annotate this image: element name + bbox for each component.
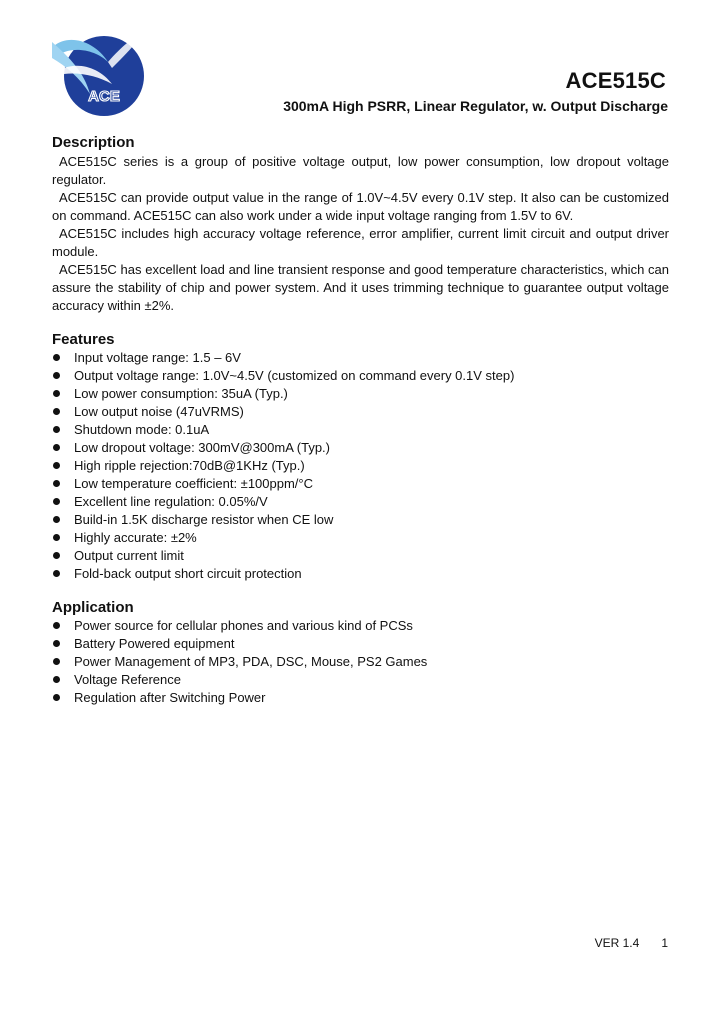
list-item: Low output noise (47uVRMS): [52, 403, 669, 421]
list-item: Power Management of MP3, PDA, DSC, Mouse, PS2 Games: [52, 653, 669, 671]
application-heading: Application: [52, 599, 134, 616]
product-subtitle: 300mA High PSRR, Linear Regulator, w. Output Discharge: [283, 98, 668, 114]
list-item: Voltage Reference: [52, 671, 669, 689]
description-text: [52, 153, 669, 315]
list-item: Fold-back output short circuit protection: [52, 565, 669, 583]
description-paragraph: ACE515C can provide output value in the range of 1.0V~4.5V every 0.1V step. It also can be customized on command. ACE515C can also work under a wide input voltage ranging from 1.5V to 6V.: [52, 190, 669, 223]
page-number: 1: [661, 936, 668, 950]
logo-text: ACE: [88, 88, 120, 105]
description-paragraph: ACE515C includes high accuracy voltage reference, error amplifier, current limit circuit and output driver module.: [52, 226, 669, 259]
list-item: Output current limit: [52, 547, 669, 565]
list-item: Excellent line regulation: 0.05%/V: [52, 493, 669, 511]
list-item: Highly accurate: ±2%: [52, 529, 669, 547]
list-item: Battery Powered equipment: [52, 635, 669, 653]
description-heading: Description: [52, 134, 135, 151]
list-item: Input voltage range: 1.5 – 6V: [52, 349, 669, 367]
version-label: VER 1.4: [594, 936, 640, 950]
list-item: Low power consumption: 35uA (Typ.): [52, 385, 669, 403]
application-list: [52, 617, 669, 707]
list-item: Build-in 1.5K discharge resistor when CE low: [52, 511, 669, 529]
page-footer: [595, 936, 668, 950]
ace-logo: [50, 28, 146, 120]
features-list: [52, 349, 669, 583]
list-item: Low dropout voltage: 300mV@300mA (Typ.): [52, 439, 669, 457]
datasheet-body: [52, 134, 669, 707]
list-item: High ripple rejection:70dB@1KHz (Typ.): [52, 457, 669, 475]
description-paragraph: ACE515C has excellent load and line transient response and good temperature characteristics, which can assure the stability of chip and power system. And it uses trimming technique to guarantee output voltage accuracy within ±2%.: [52, 262, 669, 313]
features-heading: Features: [52, 331, 115, 348]
list-item: Low temperature coefficient: ±100ppm/°C: [52, 475, 669, 493]
list-item: Shutdown mode: 0.1uA: [52, 421, 669, 439]
product-title: ACE515C: [565, 68, 666, 93]
description-paragraph: ACE515C series is a group of positive voltage output, low power consumption, low dropout voltage regulator.: [52, 154, 669, 187]
list-item: Power source for cellular phones and various kind of PCSs: [52, 617, 669, 635]
list-item: Output voltage range: 1.0V~4.5V (customized on command every 0.1V step): [52, 367, 669, 385]
list-item: Regulation after Switching Power: [52, 689, 669, 707]
